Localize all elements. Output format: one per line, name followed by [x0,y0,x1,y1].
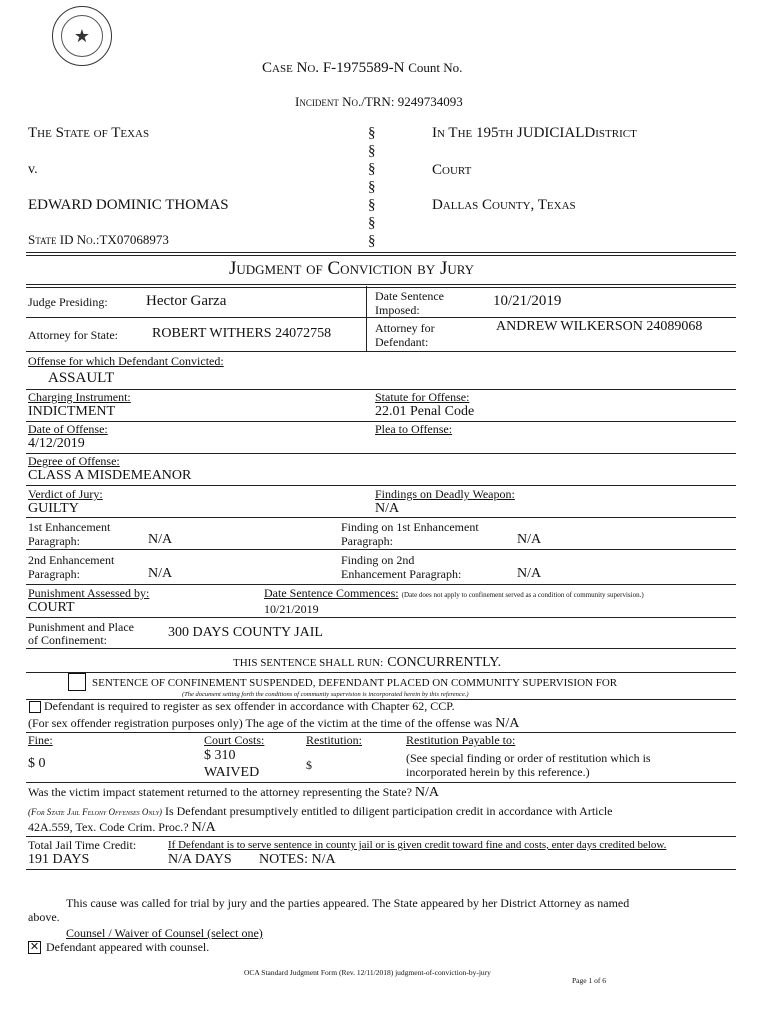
degree-label: Degree of Offense: [28,454,120,468]
court-line-3: Dallas County, Texas [432,197,576,213]
state-jail-line-2 [28,820,216,836]
date-offense-value: 4/12/2019 [28,436,85,451]
charging-value: INDICTMENT [28,404,116,419]
run-line [233,653,501,671]
notes-value: NOTES: N/A [259,852,336,867]
run-value: CONCURRENTLY. [387,655,502,670]
counsel-heading: Counsel / Waiver of Counsel (select one) [66,926,263,940]
court-costs-value: $ 310 [204,748,236,763]
case-number-line [262,60,462,77]
restitution-payable-line-1: (See special finding or order of restitution which is [406,751,651,765]
page-title: Judgment of Conviction by Jury [229,258,475,279]
caption-defendant: EDWARD DOMINIC THOMAS [28,197,229,213]
fine-label: Fine: [28,733,53,747]
credit-days-value: N/A DAYS [168,852,232,867]
row-rule [26,836,736,837]
enh1-label-1: 1st Enhancement [28,520,111,534]
count-label: Count No. [408,60,463,75]
restitution-label: Restitution: [306,733,363,747]
court-line-2: Court [432,162,472,178]
victim-age-value: N/A [495,716,520,731]
charging-label: Charging Instrument: [28,390,131,404]
fine-value: $ 0 [28,756,46,771]
plea-label: Plea to Offense: [375,422,453,436]
row-rule [26,732,736,733]
enh2-label-1: 2nd Enhancement [28,553,115,567]
commences-note: (Date does not apply to confinement served as a condition of community supervision.) [401,591,644,599]
court-line-1: In The 195th JUDICIALDistrict [432,125,637,141]
attorney-def-label-1: Attorney for [375,321,435,335]
victim-impact-text: Was the victim impact statement returned to the attorney representing the State? [28,785,412,799]
place-value: 300 DAYS COUNTY JAIL [168,625,323,640]
jail-credit-label: Total Jail Time Credit: [28,838,137,852]
run-label: THIS SENTENCE SHALL RUN: [233,657,384,669]
suspended-note: (The document setting forth the conditions of community supervision is incorporated herein by this reference.) [182,691,469,698]
trial-paragraph: This cause was called for trial by jury and the parties appeared. The State appeared by her District Attorney as named [66,896,630,910]
restitution-payable-line-2: incorporated herein by this reference.) [406,765,590,779]
trial-paragraph-2: above. [28,910,60,924]
row-rule [26,517,736,518]
restitution-payable-label: Restitution Payable to: [406,733,516,747]
statute-label: Statute for Offense: [375,390,470,404]
title-rule-top [26,252,736,256]
suspended-checkbox[interactable] [68,673,86,691]
row-rule [26,869,736,870]
find-enh1-label-2: Paragraph: [341,534,393,548]
degree-value: CLASS A MISDEMEANOR [28,468,192,483]
case-label: Case No. [262,60,320,76]
row-rule [26,648,736,649]
victim-impact-line [28,785,439,801]
caption-versus: v. [28,162,38,177]
sex-offender-text: Defendant is required to register as sex offender in accordance with Chapter 62, CCP. [44,699,455,713]
victim-age-text: (For sex offender registration purposes only) The age of the victim at the time of the offense was [28,716,493,730]
commences-label: Date Sentence Commences: [264,586,399,600]
punishment-by-label: Punishment Assessed by: [28,586,150,600]
date-offense-label: Date of Offense: [28,422,108,436]
find-enh2-label-2: Enhancement Paragraph: [341,567,462,581]
section-symbol: § [368,233,376,249]
row-rule [26,549,736,550]
place-label-1: Punishment and Place [28,620,134,634]
incident-line [295,94,463,110]
section-symbol: § [368,215,376,231]
state-jail-text-2: 42A.559, Tex. Code Crim. Proc.? [28,820,189,834]
find-enh2-value: N/A [517,566,542,581]
row-rule [26,317,736,318]
judge-label: Judge Presiding: [28,295,108,309]
verdict-value: GUILTY [28,501,79,516]
section-symbol: § [368,161,376,177]
deadly-weapon-label: Findings on Deadly Weapon: [375,487,515,501]
commences-value: 10/21/2019 [264,602,319,616]
date-imposed-value: 10/21/2019 [493,293,562,309]
enh2-label-2: Paragraph: [28,567,80,581]
punishment-by-value: COURT [28,600,75,615]
find-enh1-value: N/A [517,532,542,547]
case-number: F-1975589-N [322,60,405,76]
row-rule [26,453,736,454]
row-rule [26,351,736,352]
court-costs-note: WAIVED [204,765,260,780]
attorney-state-label: Attorney for State: [28,328,118,342]
counsel-checkbox-checked[interactable]: ✕ [29,941,40,953]
court-costs-label: Court Costs: [204,733,265,747]
state-seal-icon: ★ [52,6,112,66]
footer-page: Page 1 of 6 [572,976,606,985]
incident-label: Incident No./TRN: [295,94,395,109]
title-rule-bottom [26,284,736,288]
section-symbol: § [368,179,376,195]
caption-state: The State of Texas [28,125,150,141]
verdict-label: Verdict of Jury: [28,487,103,501]
section-symbol: § [368,125,376,141]
state-id-label: State ID No.: [28,232,100,247]
sex-offender-checkbox[interactable] [29,701,41,713]
incident-number: 9249734093 [397,94,463,109]
victim-age-line [28,716,519,732]
counsel-option: Defendant appeared with counsel. [46,940,210,954]
offense-label: Offense for which Defendant Convicted: [28,354,224,368]
attorney-def-value: ANDREW WILKERSON 24089068 [496,319,703,334]
attorney-def-label-2: Defendant: [375,335,429,349]
jail-credit-value: 191 DAYS [28,852,90,867]
row-rule [26,617,736,618]
date-imposed-label-1: Date Sentence [375,289,444,303]
judge-value: Hector Garza [146,293,227,309]
enh1-label-2: Paragraph: [28,534,80,548]
jail-credit-note: If Defendant is to serve sentence in county jail or is given credit toward fine and costs, enter days credited below. [168,839,667,851]
state-jail-text: Is Defendant presumptively entitled to diligent participation credit in accordance with Article [164,804,613,818]
deadly-weapon-value: N/A [375,501,400,516]
victim-impact-value: N/A [414,785,440,800]
field-divider [366,286,367,352]
section-symbol: § [368,197,376,213]
state-jail-value: N/A [191,820,216,835]
state-id-line [28,232,169,248]
state-jail-prefix: (For State Jail Felony Offenses Only) [28,807,162,817]
footer-form: OCA Standard Judgment Form (Rev. 12/11/2018) judgment-of-conviction-by-jury [244,968,491,977]
place-label-2: of Confinement: [28,633,107,647]
commences-line [264,586,644,601]
offense-value: ASSAULT [48,370,115,386]
enh1-value: N/A [148,532,173,547]
suspended-text: SENTENCE OF CONFINEMENT SUSPENDED, DEFENDANT PLACED ON COMMUNITY SUPERVISION FOR [92,677,618,689]
row-rule [26,584,736,585]
statute-value: 22.01 Penal Code [375,404,475,419]
state-id: TX07068973 [99,232,169,247]
row-rule [26,782,736,783]
row-rule [26,672,736,673]
enh2-value: N/A [148,566,173,581]
state-jail-line [28,804,612,819]
date-imposed-label-2: Imposed: [375,303,420,317]
find-enh2-label-1: Finding on 2nd [341,553,415,567]
restitution-value: $ [306,758,312,772]
find-enh1-label-1: Finding on 1st Enhancement [341,520,479,534]
attorney-state-value: ROBERT WITHERS 24072758 [152,326,332,341]
row-rule [26,485,736,486]
section-symbol: § [368,143,376,159]
